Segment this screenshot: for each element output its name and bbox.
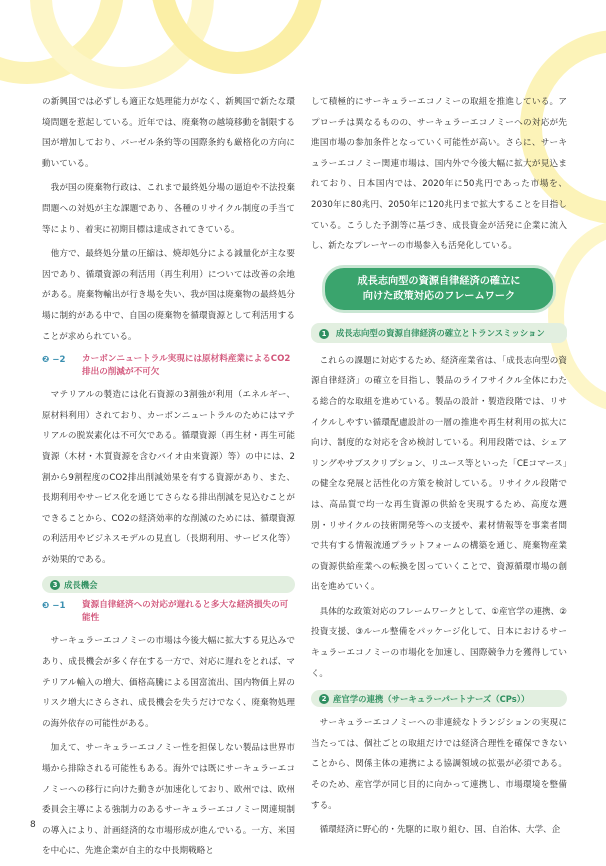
section-title: 成長志向型の資源自律経済の確立とトランスミッション xyxy=(335,327,545,338)
section-heading xyxy=(42,576,295,593)
paragraph: 他方で、最終処分量の圧縮は、焼却処分による減量化が主な要因であり、循環資源の利活用（再生利用）については改善の余地がある。廃棄物輸出が行き場を失い、我が国は廃棄物の最終処分場に制約がある中で、自国の廃棄物を循環資源として利活用することが求められている。 xyxy=(42,249,295,342)
paragraph: サーキュラーエコノミーへの非連続なトランジションの実現に当たっては、個社ごとの取組だけでは経済合理性を確保できないことから、関係主体の連携による協調領域の拡張が必須である。そのため、産官学が同じ目的に向かって連携し、市場環境を整備する。 xyxy=(311,718,567,811)
subsection-number: ❸ −1 xyxy=(42,601,66,612)
framework-heading-line: 成長志向型の資源自律経済の確立に xyxy=(357,275,521,287)
paragraph: の新興国では必ずしも適正な処理能力がなく、新興国で新たな環境問題を惹起している。近年では、廃棄物の越境移動を制限する国が増加しており、バーゼル条約等の国際条約も厳格化の方向に動いている。 xyxy=(42,97,295,169)
paragraph: これらの課題に対応するため、経済産業省は、「成長志向型の資源自律経済」の確立を目指し、製品のライフサイクル全体にわたる総合的な取組を進めている。製品の設計・製造段階では、リサイクルしやすい循環配慮設計の一層の推進や再生材利用の拡大に向け、制度的な対応を含め検討している。利用段階では、シェアリングやサブスクリプション、リユース等といった「CEコマース」の健全な発展と活性化の方策を検討している。リサイクル段階では、高品質で均一な再生資源の供給を実現するため、高度な選別・リサイクルの技術開発等への支援や、素材情報等を事業者間で共有する情報流通プラットフォームの構築を通じ、廃棄物産業の資源供給産業への転換を図っていくことで、資源循環市場の創出を進めていく。 xyxy=(311,355,567,593)
paragraph: 加えて、サーキュラーエコノミー性を担保しない製品は世界市場から排除される可能性もある。海外では既にサーキュラーエコノミーへの移行に向けた動きが加速化しており、欧州では、欧州委員会主導による強制力のあるサーキュラーエコノミー関連規制の導入により、計画経済的な市場形成が進んでいる。一方、米国を中心に、先進企業が自主的な中長期戦略と xyxy=(42,743,295,857)
section-title: 産官学の連携（サーキュラーパートナーズ（CPs）） xyxy=(333,693,530,704)
paragraph: 我が国の廃棄物行政は、これまで最終処分場の逼迫や不法投棄問題への対処が主な課題であり、各種のリサイクル制度の手当て等により、着実に初期目標は達成されてきている。 xyxy=(42,183,295,235)
paragraph: 具体的な政策対応のフレームワークとして、①産官学の連携、②投資支援、③ルール整備をパッケージ化して、日本におけるサーキュラーエコノミーの市場化を加速し、国際競争力を獲得していく。 xyxy=(311,606,567,679)
framework-heading xyxy=(322,265,556,313)
left-column xyxy=(42,92,295,866)
section-number-badge: 2 xyxy=(319,694,329,704)
framework-heading-line: 向けた政策対応のフレームワーク xyxy=(362,290,516,302)
page-number: 8 xyxy=(30,820,36,830)
section-heading xyxy=(311,323,567,343)
right-column xyxy=(311,92,567,845)
subsection-number: ❷ −2 xyxy=(42,355,66,366)
subsection-title: 資源自律経済への対応が遅れると多大な経済損失の可能性 xyxy=(82,600,289,624)
subsection-heading xyxy=(42,599,295,625)
section-number-badge: 1 xyxy=(319,329,329,339)
paragraph: マテリアルの製造には化石資源の3割強が利用（エネルギー、原材料利用）されており、カーボンニュートラルのためにはマテリアルの脱炭素化は不可欠である。循環資源（再生材・再生可能資源（木材・木質資源を含むバイオ由来資源）等）の中には、2割から9割程度のCO2排出削減効果を有する資源があり、また、長期利用やサービス化を通じてさらなる排出削減を見込むことができることから、CO2の経済効率的な削減のためには、循環資源の利活用やビジネスモデルの見直し（長期利用、サービス化等）が効果的である。 xyxy=(42,390,295,565)
paragraph: して積極的にサーキュラーエコノミーの取組を推進している。アプローチは異なるものの、サーキュラーエコノミーへの対応が先進国市場の参加条件となっていく可能性が高い。さらに、サーキュラーエコノミー関連市場は、国内外で今後大幅に拡大が見込まれており、日本国内では、2020年に50兆円であった市場を、2030年に80兆円、2050年に120兆円まで拡大することを目指している。こうした予測等に基づき、成長資金が活発に企業に流入し、新たなプレーヤーの市場参入も活発化している。 xyxy=(311,97,567,252)
section-number-badge: 3 xyxy=(50,580,60,590)
subsection-heading xyxy=(42,353,295,379)
paragraph: サーキュラーエコノミーの市場は今後大幅に拡大する見込みであり、成長機会が多く存在する一方で、対応に遅れをとれば、マテリアル輸入の増大、価格高騰による国富流出、国内物価上昇のリスク増大にさらされ、成長機会を失うだけでなく、廃棄物処理の海外依存の可能性がある。 xyxy=(42,636,295,729)
paragraph: 循環経済に野心的・先駆的に取り組む、国、自治体、大学、企 xyxy=(319,825,561,836)
section-title: 成長機会 xyxy=(64,579,98,590)
section-heading xyxy=(311,690,567,707)
subsection-title: カーボンニュートラル実現には原材料産業によるCO2排出の削減が不可欠 xyxy=(82,354,291,378)
